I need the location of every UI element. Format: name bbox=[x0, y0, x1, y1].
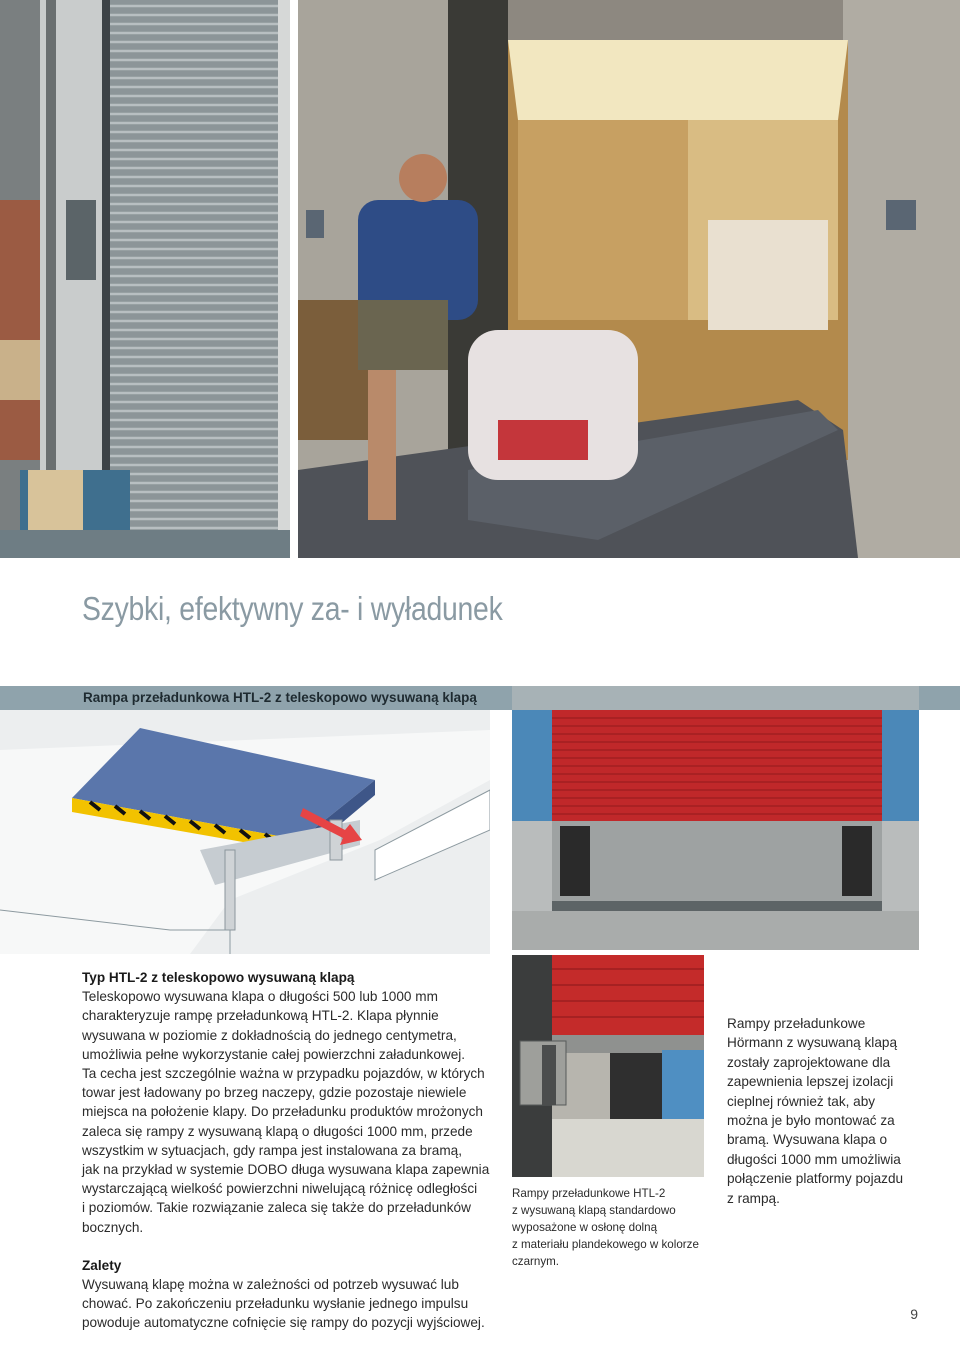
text-line: Teleskopowo wysuwana klapa o długości 500 lub 1000 mm bbox=[82, 989, 438, 1005]
text-line: charakteryzuje rampę przeładunkową HTL-2. Klapa płynnie bbox=[82, 1008, 439, 1024]
side-text-line: Hörmann z wysuwaną klapą bbox=[727, 1035, 898, 1051]
side-text-line: bramą. Wysuwana klapa o bbox=[727, 1132, 888, 1148]
side-text-line: z rampą. bbox=[727, 1190, 780, 1206]
main-text-column bbox=[82, 968, 502, 1333]
roller-shutter-photo bbox=[0, 0, 290, 558]
text-line: miejsca na położenie klapy. Do przeładunku produktów mrożonych bbox=[82, 1104, 483, 1120]
main-heading: Typ HTL-2 z teleskopowo wysuwaną klapą bbox=[82, 970, 355, 985]
text-line: powoduje automatyczne cofnięcie się rampy do pozycji wyjściowej. bbox=[82, 1315, 485, 1331]
page-title: Szybki, efektywny za- i wyładunek bbox=[82, 590, 503, 627]
main-paragraph bbox=[82, 987, 502, 1237]
side-text-line: zapewnienia lepszej izolacji bbox=[727, 1074, 894, 1090]
side-text-line: można je było montować za bbox=[727, 1113, 895, 1129]
text-line: umożliwia pełne wykorzystanie całej powierzchni załadunkowej. bbox=[82, 1046, 466, 1062]
text-line: bocznych. bbox=[82, 1219, 144, 1235]
side-text-line: Rampy przeładunkowe bbox=[727, 1016, 866, 1031]
caption-line: z materiału plandekowego w kolorze bbox=[512, 1238, 699, 1251]
loading-dock-photo bbox=[298, 0, 960, 558]
side-text-line: cieplnej również tak, aby bbox=[727, 1093, 876, 1109]
text-line: wystarczającą wielkość powierzchni niwelującą różnicę odległości bbox=[82, 1181, 478, 1197]
advantages-heading: Zalety bbox=[82, 1257, 122, 1273]
text-line: Ta cecha jest szczególnie ważna w przypadku pojazdów, w których bbox=[82, 1066, 485, 1082]
side-text-line: połączenie platformy pojazdu bbox=[727, 1171, 904, 1187]
side-text-line: długości 1000 mm umożliwia bbox=[727, 1151, 901, 1167]
advantages-paragraph bbox=[82, 1275, 502, 1333]
dock-leveler-diagram bbox=[0, 710, 490, 954]
text-line: wszystkim w sytuacjach, gdy rampa jest instalowana za bramą, bbox=[82, 1142, 463, 1158]
caption-line: z wysuwaną klapą standardowo bbox=[512, 1204, 676, 1217]
text-line: wysuwana w poziomie z dokładnością do jednego centymetra, bbox=[82, 1027, 457, 1043]
text-line: zaleca się rampy z wysuwaną klapą o długości 1000 mm, przede bbox=[82, 1123, 473, 1139]
text-line: towar jest ładowany po brzeg naczepy, gdzie pozostaje niewiele bbox=[82, 1085, 467, 1101]
text-line: chować. Po zakończeniu przeładunku wysłanie jednego impulsu bbox=[82, 1296, 469, 1312]
caption-line: wyposażone w osłonę dolną bbox=[512, 1221, 658, 1234]
section-title: Rampa przeładunkowa HTL-2 z teleskopowo wysuwaną klapą bbox=[83, 690, 477, 705]
photo-caption bbox=[512, 1185, 712, 1270]
side-text bbox=[727, 1014, 927, 1208]
red-door-photo bbox=[512, 686, 919, 950]
caption-line: Rampy przeładunkowe HTL-2 bbox=[512, 1187, 666, 1200]
side-text-line: zostały zaprojektowane dla bbox=[727, 1054, 891, 1070]
text-line: Wysuwaną klapę można w zależności od potrzeb wysuwać lub bbox=[82, 1277, 459, 1293]
dock-closeup-photo bbox=[512, 955, 704, 1177]
page-number: 9 bbox=[910, 1306, 918, 1322]
text-line: i poziomów. Takie rozwiązanie zaleca się także do przeładunków bbox=[82, 1200, 471, 1216]
caption-line: czarnym. bbox=[512, 1255, 560, 1268]
text-line: jak na przykład w systemie DOBO długa wysuwana klapa zapewnia bbox=[82, 1162, 490, 1178]
